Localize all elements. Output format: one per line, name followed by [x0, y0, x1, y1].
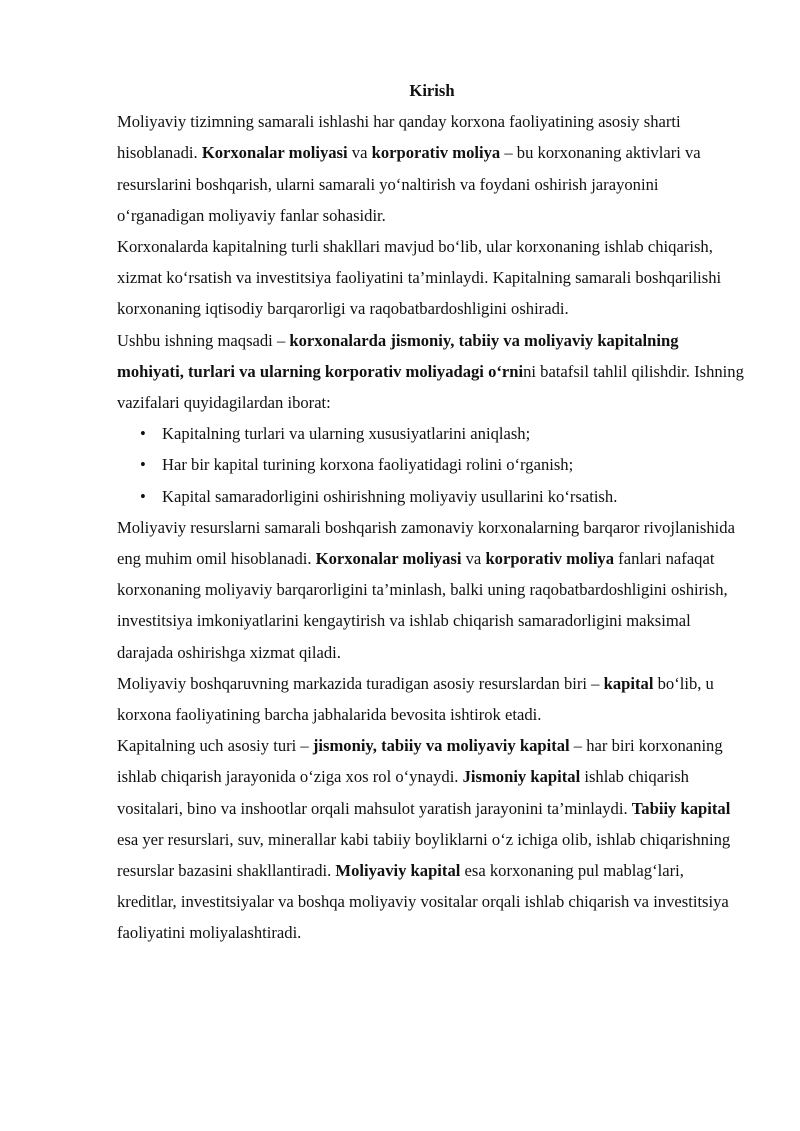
- capital-types-text-3: ishlab chiqarish vositalari, bino va inshootlar orqali mahsulot yaratish jarayonini ta’minlaydi.: [117, 767, 689, 818]
- capital-types-text-2: – har biri korxonaning ishlab chiqarish jarayonida o‘ziga xos rol o‘ynaydi.: [117, 736, 723, 787]
- bullet-icon: •: [140, 455, 146, 475]
- capital-types-bold-three-types: jismoniy, tabiiy va moliyaviy kapital: [312, 736, 570, 756]
- task-text: Har bir kapital turining korxona faoliyatidagi rolini o‘rganish;: [162, 455, 574, 475]
- intro-bold-korporativ-moliya: korporativ moliya: [371, 143, 501, 163]
- capital-forms-paragraph: [117, 231, 747, 325]
- resources-text-3: fanlari nafaqat korxonaning moliyaviy barqarorligini ta’minlash, balki uning raqobatbardoshligini oshirish, investitsiya imkoniyatlarini kengaytirish va ishlab chiqarish samaradorligini maksimal darajada oshirishga xizmat qiladi.: [117, 549, 728, 662]
- task-item: [117, 449, 747, 480]
- resources-paragraph: [117, 512, 747, 668]
- intro-paragraph: [117, 106, 747, 231]
- intro-text-1: Moliyaviy tizimning samarali ishlashi har qanday korxona faoliyatining asosiy sharti hisoblanadi.: [117, 112, 681, 163]
- task-text: Kapitalning turlari va ularning xususiyatlarini aniqlash;: [162, 424, 531, 444]
- bullet-icon: •: [140, 424, 146, 444]
- capital-types-paragraph: [117, 730, 747, 948]
- intro-text-3: – bu korxonaning aktivlari va resurslarini boshqarish, ularni samarali yo‘naltirish va foydani oshirish jarayonini o‘rganadigan moliyaviy fanlar sohasidir.: [117, 143, 701, 225]
- capital-text-2: bo‘lib, u korxona faoliyatining barcha jabhalarida bevosita ishtirok etadi.: [117, 673, 714, 725]
- task-list: [117, 418, 747, 512]
- goal-text-1: Ushbu ishning maqsadi –: [117, 330, 290, 350]
- capital-types-text-5: esa korxonaning pul mablag‘lari, kreditlar, investitsiyalar va boshqa moliyaviy vositalar orqali ishlab chiqarish va investitsiya faoliyatini moliyalashtiradi.: [117, 861, 729, 943]
- resources-bold-korporativ-moliya: korporativ moliya: [485, 549, 615, 569]
- resources-bold-korxonalar-moliyasi: Korxonalar moliyasi: [315, 549, 462, 569]
- intro-bold-korxonalar-moliyasi: Korxonalar moliyasi: [201, 143, 348, 163]
- capital-bold-kapital: kapital: [603, 673, 654, 693]
- capital-paragraph: [117, 668, 747, 730]
- document-page: [117, 75, 747, 949]
- task-item: [117, 481, 747, 512]
- capital-forms-text: Korxonalarda kapitalning turli shakllari mavjud bo‘lib, ular korxonaning ishlab chiqarish, xizmat ko‘rsatish va investitsiya faoliyatini ta’minlaydi. Kapitalning samarali boshqarilishi korxonaning iqtisodiy barqarorligi va raqobatbardoshligini oshiradi.: [117, 237, 722, 319]
- capital-types-bold-tabiiy: Tabiiy kapital: [631, 798, 731, 818]
- capital-types-text-4: esa yer resurslari, suv, minerallar kabi tabiiy boyliklarni o‘z ichiga olib, ishlab chiqarishning resurslar bazasini shakllantiradi.: [117, 829, 731, 881]
- capital-types-bold-moliyaviy: Moliyaviy kapital: [335, 861, 461, 881]
- resources-text-2: va: [461, 549, 486, 569]
- page-title: Kirish: [409, 81, 455, 100]
- task-text: Kapital samaradorligini oshirishning moliyaviy usullarini ko‘rsatish.: [162, 486, 618, 506]
- bullet-icon: •: [140, 486, 146, 506]
- task-item: [117, 418, 747, 449]
- capital-types-text-1: Kapitalning uch asosiy turi –: [117, 736, 313, 756]
- resources-text-1: Moliyaviy resurslarni samarali boshqarish zamonaviy korxonalarning barqaror rivojlanishida eng muhim omil hisoblanadi.: [117, 517, 735, 569]
- capital-text-1: Moliyaviy boshqaruvning markazida turadigan asosiy resurslardan biri –: [117, 673, 604, 693]
- goal-bold-text: korxonalarda jismoniy, tabiiy va moliyaviy kapitalning mohiyati, turlari va ularning korporativ moliyadagi o‘rni: [117, 330, 679, 381]
- goal-paragraph: [117, 325, 747, 419]
- goal-text-2: ni batafsil tahlil qilishdir. Ishning vazifalari quyidagilardan iborat:: [117, 361, 744, 413]
- intro-text-2: va: [347, 143, 372, 163]
- capital-types-bold-jismoniy: Jismoniy kapital: [462, 767, 581, 787]
